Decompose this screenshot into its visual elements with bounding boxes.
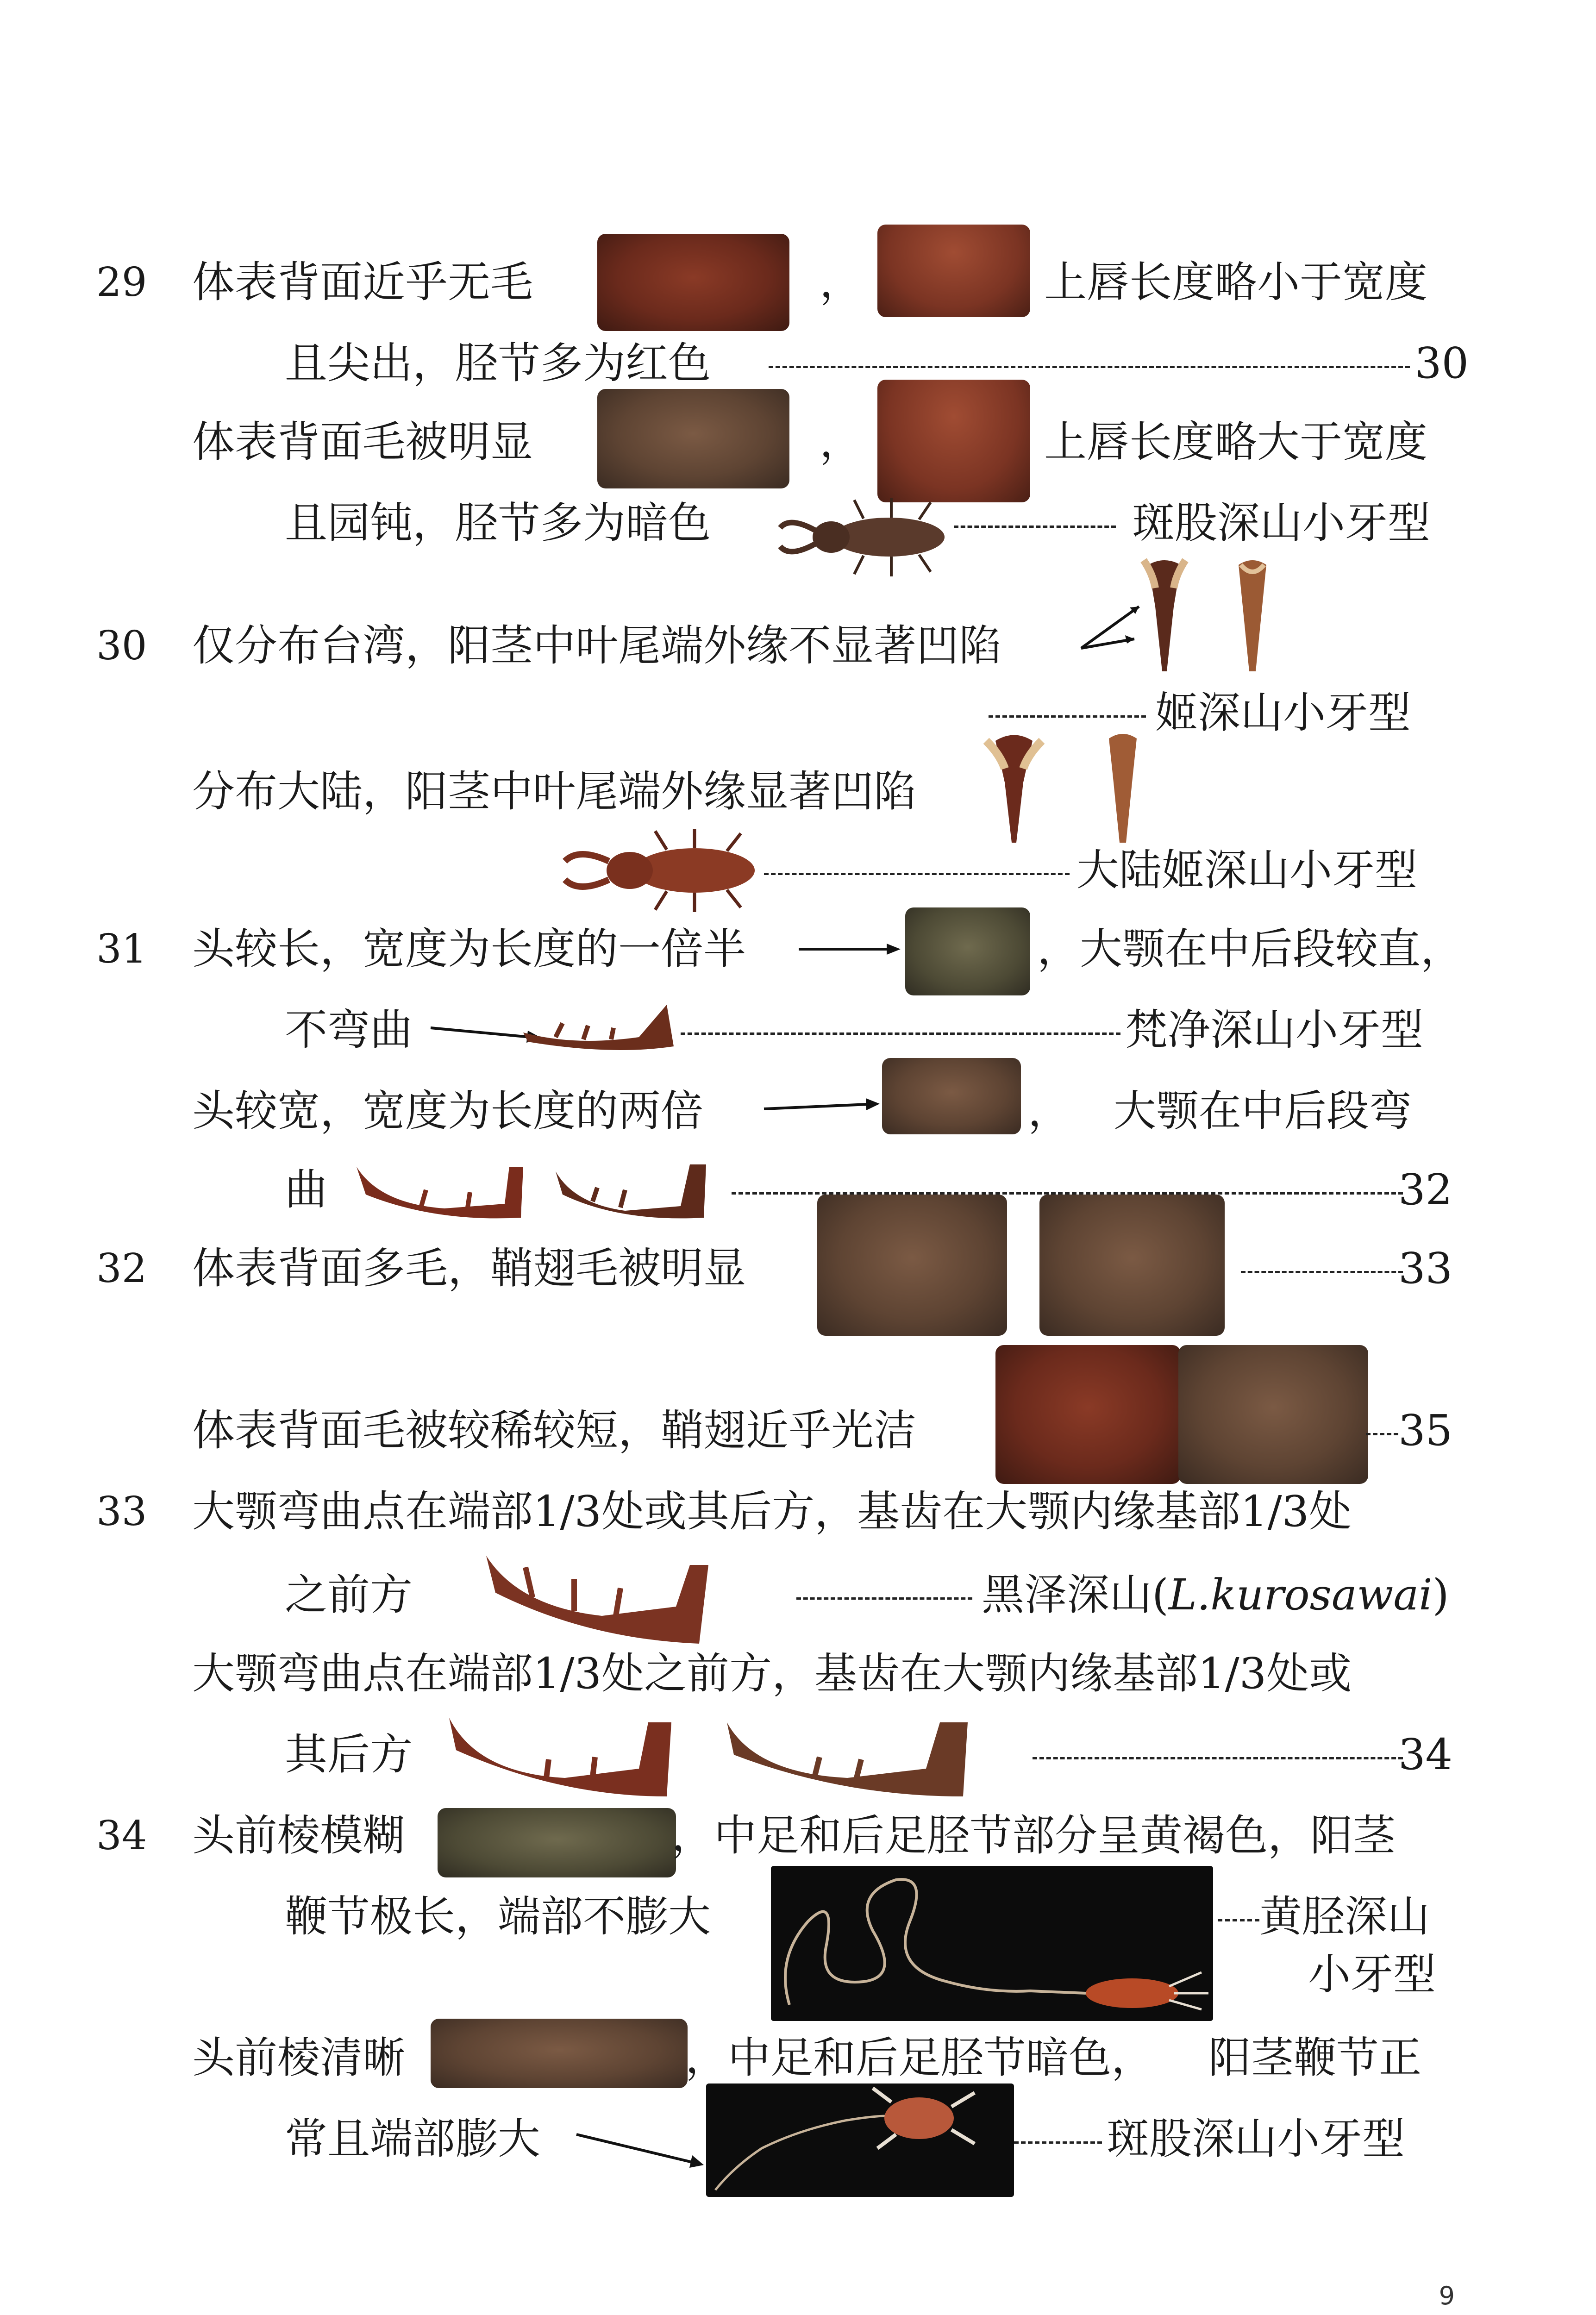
leader-line <box>1033 1757 1403 1759</box>
couplet-text: ，中足和后足胫节部分呈黄褐色，阳茎 <box>671 1811 1396 1860</box>
couplet-number: 31 <box>96 926 147 972</box>
couplet-text: 常且端部膨大 <box>285 2114 541 2164</box>
arrow-icon <box>574 2130 708 2171</box>
couplet-number: 34 <box>96 1813 147 1859</box>
couplet-text: 体表背面毛被较稀较短，鞘翅近乎光洁 <box>192 1406 917 1455</box>
couplet-text: ，大颚在中后段较直， <box>1037 924 1464 974</box>
lead-species: 黑泽深山( <box>982 1570 1169 1620</box>
couplet-text: 大颚弯曲点在端部1/3处或其后方，基齿在大颚内缘基部1/3处 <box>192 1487 1352 1536</box>
couplet-text: 鞭节极长，端部不膨大 <box>285 1892 711 1941</box>
couplet-text: 头前棱清晰 <box>192 2033 406 2083</box>
beetle-head-photo-icon <box>882 1058 1021 1134</box>
beetle-head-photo-icon <box>817 1195 1007 1336</box>
couplet-text: 曲 <box>285 1165 328 1214</box>
leader-line <box>764 873 1070 875</box>
couplet-text: ，中足和后足胫节暗色， <box>685 2033 1154 2083</box>
mandible-photo-icon <box>519 995 676 1056</box>
couplet-text: 大颚在中后段弯 <box>1114 1086 1412 1136</box>
stag-beetle-photo-icon <box>771 491 956 583</box>
couplet-lead: 33 <box>1398 1244 1453 1293</box>
mandible-photo-icon <box>482 1546 713 1648</box>
couplet-text: 大颚弯曲点在端部1/3处之前方，基齿在大颚内缘基部1/3处或 <box>192 1649 1352 1698</box>
aedeagus-flagellum-photo-icon <box>706 2084 1014 2197</box>
couplet-text: 阳茎鞭节正 <box>1208 2033 1422 2083</box>
beetle-head-photo-icon <box>438 1808 676 1877</box>
couplet-lead <box>982 1567 1449 1623</box>
couplet-lead: 30 <box>1414 338 1469 388</box>
couplet-text: 体表背面多毛，鞘翅毛被明显 <box>192 1244 746 1293</box>
couplet-lead: 姬深山小牙型 <box>1155 688 1411 738</box>
couplet-lead: 斑股深山小牙型 <box>1132 498 1431 548</box>
leader-line <box>954 526 1116 528</box>
leader-line <box>681 1032 1120 1035</box>
lead-latin: L.kurosawai <box>1168 1570 1433 1620</box>
arrow-icon <box>796 935 903 963</box>
couplet-lead-cont: 小牙型 <box>1308 1950 1436 1999</box>
flagellum-drawing <box>706 2084 1014 2197</box>
beetle-head-photo-icon <box>431 2019 688 2088</box>
aedeagus-photo-icon <box>1088 727 1158 847</box>
labrum-photo-icon <box>877 225 1030 317</box>
leader-line <box>1014 2141 1102 2144</box>
leader-line <box>769 366 1410 368</box>
comma: ， <box>820 257 863 307</box>
couplet-number: 32 <box>96 1245 147 1292</box>
page-number: 9 <box>1439 2281 1455 2310</box>
stag-beetle-photo-icon <box>556 824 769 917</box>
couplet-text: 头前棱模糊 <box>192 1811 406 1860</box>
mandible-photo-icon <box>444 1708 685 1801</box>
couplet-lead: 35 <box>1398 1406 1453 1455</box>
leader-line <box>1218 1919 1259 1921</box>
couplet-text: 且尖出，胫节多为红色 <box>285 338 711 388</box>
aedeagus-photo-icon <box>968 727 1060 847</box>
couplet-lead: 斑股深山小牙型 <box>1107 2114 1405 2164</box>
leader-line <box>1241 1271 1403 1273</box>
beetle-head-photo-icon <box>597 234 789 331</box>
arrow-icon <box>762 1093 882 1120</box>
labrum-photo-icon <box>877 380 1030 502</box>
couplet-number: 29 <box>96 259 147 306</box>
beetle-head-photo-icon <box>995 1345 1181 1484</box>
mandible-photo-icon <box>352 1153 528 1227</box>
couplet-text: 体表背面毛被明显 <box>192 417 533 467</box>
couplet-text: 仅分布台湾，阳茎中叶尾端外缘不显著凹陷 <box>192 621 1002 670</box>
couplet-text: 之前方 <box>285 1570 413 1620</box>
mandible-photo-icon <box>722 1708 982 1801</box>
couplet-lead: 大陆姬深山小牙型 <box>1077 845 1418 895</box>
leader-line <box>796 1597 972 1600</box>
couplet-text: 体表背面近乎无毛 <box>192 257 533 307</box>
beetle-head-photo-icon <box>1039 1195 1225 1336</box>
leader-line <box>989 715 1146 718</box>
leader-line <box>1366 1433 1398 1435</box>
couplet-text: 上唇长度略大于宽度 <box>1044 417 1428 467</box>
couplet-lead: 32 <box>1398 1165 1453 1214</box>
aedeagus-photo-icon <box>1130 556 1199 676</box>
couplet-lead: 梵净深山小牙型 <box>1125 1005 1424 1055</box>
couplet-text: 上唇长度略小于宽度 <box>1044 257 1428 307</box>
aedeagus-photo-icon <box>1222 556 1283 676</box>
lead-paren: ) <box>1432 1570 1449 1620</box>
beetle-head-photo-icon <box>1178 1345 1368 1484</box>
couplet-text: 头较宽，宽度为长度的两倍 <box>192 1086 704 1136</box>
comma: ， <box>1028 1086 1071 1136</box>
beetle-head-photo-icon <box>905 907 1030 995</box>
flagellum-drawing <box>771 1866 1213 2021</box>
couplet-number: 33 <box>96 1489 147 1535</box>
aedeagus-flagellum-photo-icon <box>771 1866 1213 2021</box>
couplet-text: 其后方 <box>285 1730 413 1779</box>
couplet-lead: 34 <box>1398 1730 1453 1779</box>
couplet-text: 头较长，宽度为长度的一倍半 <box>192 924 746 974</box>
couplet-text: 不弯曲 <box>285 1005 413 1055</box>
couplet-number: 30 <box>96 623 147 669</box>
couplet-text: 且园钝，胫节多为暗色 <box>285 498 711 548</box>
couplet-lead: 黄胫深山 <box>1259 1892 1430 1941</box>
comma: ， <box>820 417 863 467</box>
mandible-photo-icon <box>551 1153 713 1227</box>
couplet-text: 分布大陆，阳茎中叶尾端外缘显著凹陷 <box>192 767 917 816</box>
beetle-head-photo-icon <box>597 389 789 488</box>
